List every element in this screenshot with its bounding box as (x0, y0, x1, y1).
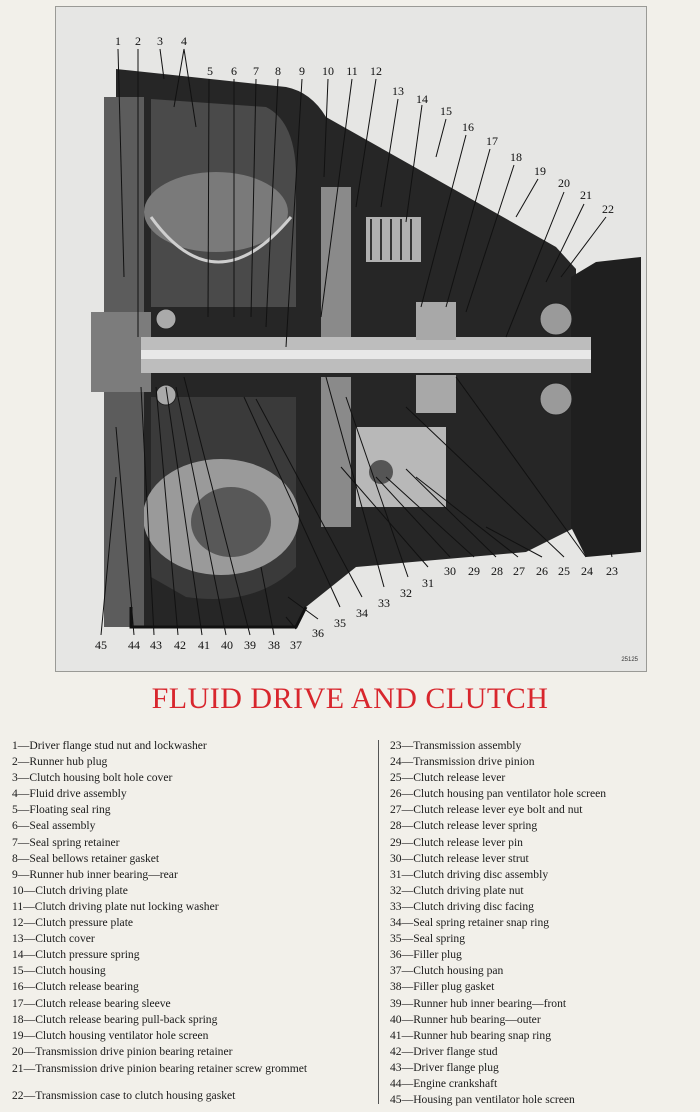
callout-40: 40 (221, 638, 233, 652)
callout-7: 7 (253, 64, 259, 78)
callout-19: 19 (534, 164, 546, 178)
legend-item: 11—Clutch driving plate nut locking washer (12, 899, 219, 913)
callout-24: 24 (581, 564, 593, 578)
callout-12: 12 (370, 64, 382, 78)
legend-item: 23—Transmission assembly (390, 739, 522, 752)
callout-18: 18 (510, 150, 522, 164)
legend-item: 6—Seal assembly (12, 819, 96, 833)
callout-16: 16 (462, 120, 474, 134)
figure-id: 25125 (621, 657, 638, 663)
legend-item: 22—Transmission case to clutch housing gasket (12, 1088, 236, 1102)
legend-item: 10—Clutch driving plate (12, 883, 128, 897)
legend-item: 5—Floating seal ring (12, 803, 111, 817)
callout-4: 4 (181, 34, 187, 48)
callout-38: 38 (268, 638, 280, 652)
legend-item: 12—Clutch pressure plate (12, 916, 134, 930)
callout-27: 27 (513, 564, 525, 578)
crankshaft-bearing-upper (156, 309, 176, 329)
legend-item: 32—Clutch driving plate nut (390, 883, 524, 897)
callout-35: 35 (334, 616, 346, 630)
clutch-plates (321, 187, 351, 337)
legend-item: 29—Clutch release lever pin (390, 835, 523, 849)
legend-item: 40—Runner hub bearing—outer (390, 1012, 541, 1026)
callout-14: 14 (416, 92, 428, 106)
callout-43: 43 (150, 638, 162, 652)
legend-item: 30—Clutch release lever strut (390, 851, 529, 865)
legend-item: 41—Runner hub bearing snap ring (390, 1028, 551, 1042)
legend-item: 9—Runner hub inner bearing—rear (12, 867, 178, 881)
callout-10: 10 (322, 64, 334, 78)
legend-item: 14—Clutch pressure spring (12, 948, 140, 962)
legend-item: 21—Transmission drive pinion bearing retainer screw grommet (12, 1061, 308, 1075)
callout-1: 1 (115, 34, 121, 48)
legend-right-column (390, 738, 696, 1108)
callout-32: 32 (400, 586, 412, 600)
legend-item: 13—Clutch cover (12, 932, 95, 946)
callout-5: 5 (207, 64, 213, 78)
legend-item: 17—Clutch release bearing sleeve (12, 996, 171, 1010)
callout-31: 31 (422, 576, 434, 590)
legend-item: 42—Driver flange stud (390, 1044, 498, 1058)
legend-item: 25—Clutch release lever (390, 771, 506, 785)
release-bearing (416, 302, 456, 340)
callout-25: 25 (558, 564, 570, 578)
callout-13: 13 (392, 84, 404, 98)
callout-34: 34 (356, 606, 368, 620)
legend-item: 19—Clutch housing ventilator hole screen (12, 1028, 209, 1042)
legend-item: 37—Clutch housing pan (390, 964, 504, 978)
legend-item: 16—Clutch release bearing (12, 980, 139, 994)
callout-23: 23 (606, 564, 618, 578)
legend-item: 31—Clutch driving disc assembly (390, 867, 549, 881)
page-title: FLUID DRIVE AND CLUTCH (151, 682, 549, 715)
legend-item: 38—Filler plug gasket (390, 980, 495, 994)
callout-44: 44 (128, 638, 140, 652)
callout-15: 15 (440, 104, 452, 118)
legend-item: 20—Transmission drive pinion bearing retainer (12, 1044, 233, 1058)
callout-41: 41 (198, 638, 210, 652)
legend-item: 18—Clutch release bearing pull-back spring (12, 1012, 218, 1026)
callout-2: 2 (135, 34, 141, 48)
legend-item: 7—Seal spring retainer (12, 835, 120, 849)
legend-item: 44—Engine crankshaft (390, 1076, 498, 1090)
callout-29: 29 (468, 564, 480, 578)
callout-8: 8 (275, 64, 281, 78)
callout-33: 33 (378, 596, 390, 610)
legend-item: 26—Clutch housing pan ventilator hole screen (390, 787, 607, 801)
transmission-block (571, 257, 641, 557)
legend-item: 15—Clutch housing (12, 964, 106, 978)
legend-item: 27—Clutch release lever eye bolt and nut (390, 803, 583, 817)
legend-item: 34—Seal spring retainer snap ring (390, 916, 550, 930)
pinion-bearing-lower (540, 383, 572, 415)
callout-37: 37 (290, 638, 302, 652)
callout-3: 3 (157, 34, 163, 48)
legend-item: 2—Runner hub plug (12, 755, 108, 769)
legend-item: 39—Runner hub inner bearing—front (390, 996, 567, 1010)
callout-21: 21 (580, 188, 592, 202)
callout-42: 42 (174, 638, 186, 652)
pinion-bearing-upper (540, 303, 572, 335)
legend-item: 4—Fluid drive assembly (12, 787, 127, 801)
column-divider (378, 740, 379, 1104)
callout-17: 17 (486, 134, 498, 148)
callout-30: 30 (444, 564, 456, 578)
pressure-spring-upper (366, 217, 421, 262)
callout-26: 26 (536, 564, 548, 578)
legend-item: 3—Clutch housing bolt hole cover (12, 771, 173, 785)
callout-36: 36 (312, 626, 324, 640)
callout-20: 20 (558, 176, 570, 190)
legend-item: 1—Driver flange stud nut and lockwasher (12, 739, 207, 752)
legend-item: 33—Clutch driving disc facing (390, 899, 534, 913)
callout-9: 9 (299, 64, 305, 78)
legend-left-column (12, 738, 372, 1104)
legend-item: 35—Seal spring (390, 932, 466, 946)
legend-item: 43—Driver flange plug (390, 1060, 499, 1074)
callout-6: 6 (231, 64, 237, 78)
callout-22: 22 (602, 202, 614, 216)
callout-28: 28 (491, 564, 503, 578)
callout-45: 45 (95, 638, 107, 652)
callout-11: 11 (346, 64, 358, 78)
cutaway-illustration (55, 6, 647, 672)
legend-item: 24—Transmission drive pinion (390, 755, 535, 769)
legend-item: 45—Housing pan ventilator hole screen (390, 1093, 575, 1107)
legend-item: 28—Clutch release lever spring (390, 819, 538, 833)
legend-item: 36—Filler plug (390, 948, 462, 962)
callout-39: 39 (244, 638, 256, 652)
legend-item: 8—Seal bellows retainer gasket (12, 851, 160, 865)
